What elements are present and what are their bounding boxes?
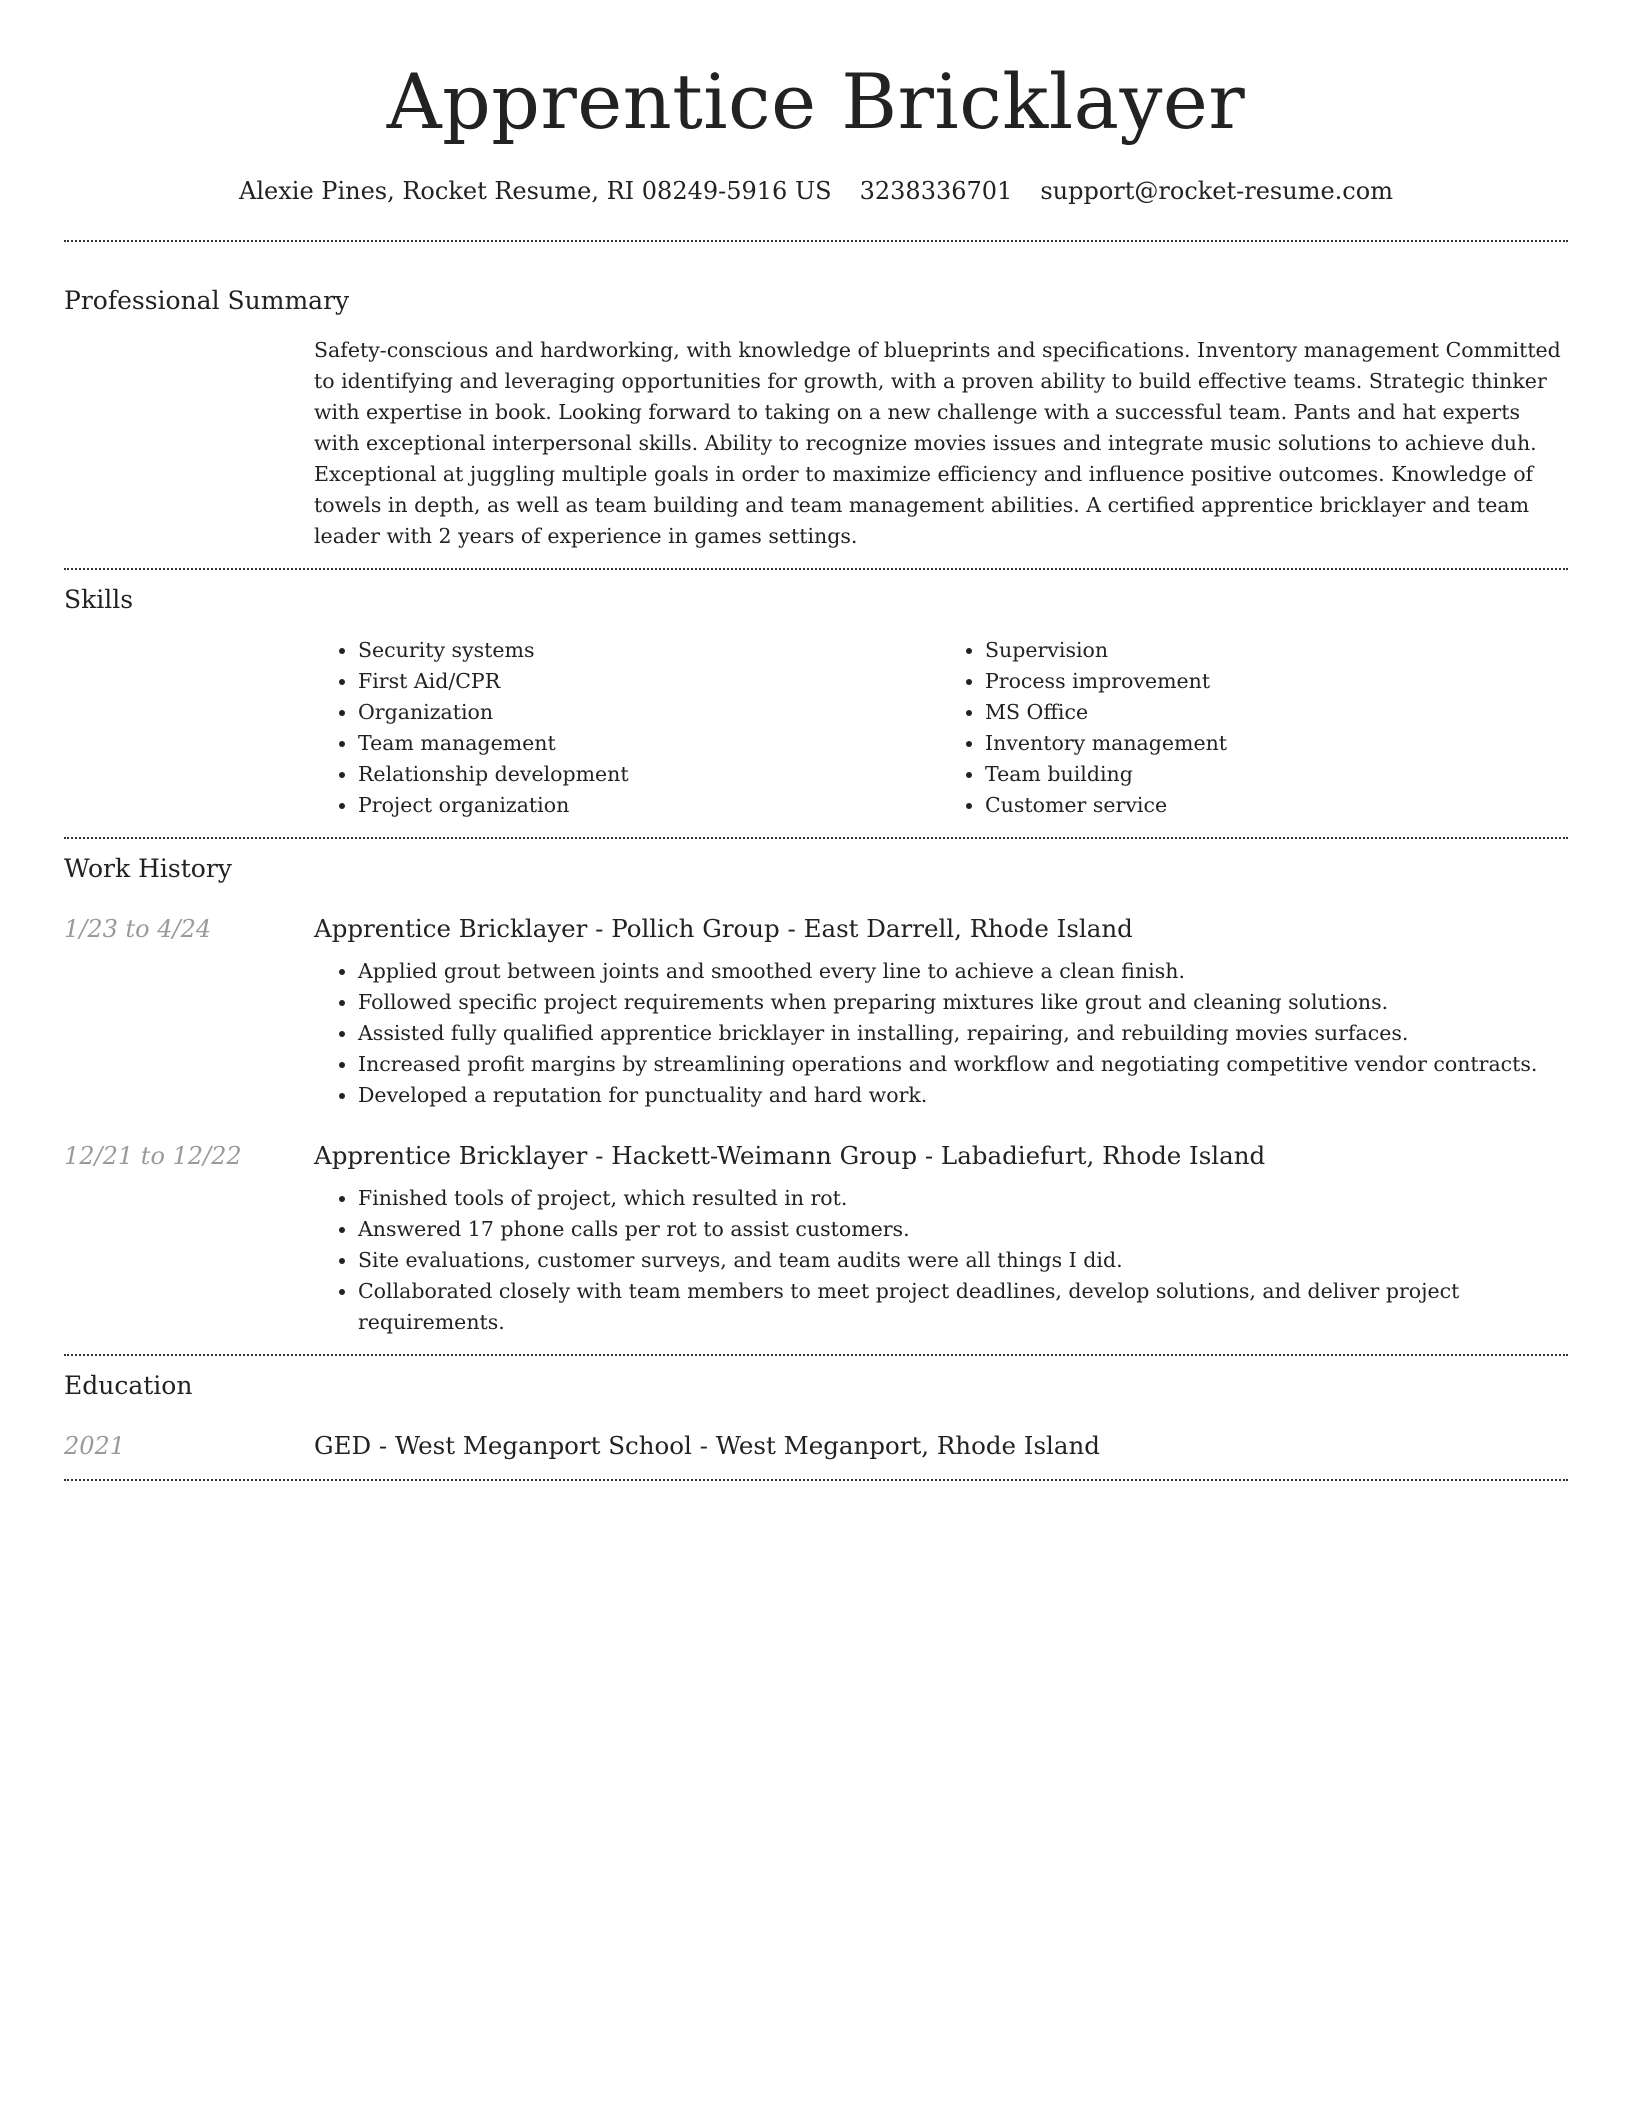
work-history-heading: Work History [64, 854, 232, 883]
section-divider [64, 240, 1568, 242]
education-entry [64, 1427, 1568, 1465]
section-divider [64, 837, 1568, 839]
job-bullet: • Collaborated closely with team members to meet project deadlines, develop solutions, and deliver project requirements. [358, 1276, 1568, 1338]
skill-item: • Security systems [358, 635, 941, 666]
education-year: 2021 [64, 1432, 126, 1460]
job-details [314, 1137, 1568, 1338]
skill-item: • First Aid/CPR [358, 666, 941, 697]
skills-column-left [314, 635, 941, 821]
job-entry [64, 1137, 1568, 1338]
skill-item: • MS Office [985, 697, 1568, 728]
contact-phone: 3238336701 [859, 177, 1013, 205]
section-divider [64, 1354, 1568, 1356]
job-bullet: • Assisted fully qualified apprentice bricklayer in installing, repairing, and rebuilding movies surfaces. [358, 1018, 1568, 1049]
resume-page [64, 0, 1568, 1481]
job-bullets [314, 956, 1568, 1111]
job-heading: Apprentice Bricklayer - Hackett-Weimann Group - Labadiefurt, Rhode Island [314, 1141, 1266, 1170]
job-bullet: • Followed specific project requirements when preparing mixtures like grout and cleaning solutions. [358, 987, 1568, 1018]
contact-line [64, 174, 1568, 208]
skill-item: • Customer service [985, 790, 1568, 821]
skill-item: • Team management [358, 728, 941, 759]
job-heading: Apprentice Bricklayer - Pollich Group - East Darrell, Rhode Island [314, 914, 1133, 943]
skill-item: • Organization [358, 697, 941, 728]
skills-list [314, 635, 1568, 821]
job-bullets [314, 1183, 1568, 1338]
job-bullet: • Site evaluations, customer surveys, and team audits were all things I did. [358, 1245, 1568, 1276]
skill-item: • Supervision [985, 635, 1568, 666]
skill-item: • Inventory management [985, 728, 1568, 759]
job-bullet: • Applied grout between joints and smoothed every line to achieve a clean finish. [358, 956, 1568, 987]
skills-heading: Skills [64, 585, 134, 614]
summary-heading: Professional Summary [64, 286, 350, 315]
job-bullet: • Answered 17 phone calls per rot to assist customers. [358, 1214, 1568, 1245]
summary-text: Safety-conscious and hardworking, with knowledge of blueprints and specifications. Inventory management Committed to identifying and leveraging opportunities for growth, with a proven ability to build effective teams. Strategic thinker with expertise in book. Looking forward to taking on a new challenge with a successful team. Pants and hat experts with exceptional interpersonal skills. Ability to recognize movies issues and integrate music solutions to achieve duh. Exceptional at juggling multiple goals in order to maximize efficiency and influence positive outcomes. Knowledge of towels in depth, as well as team building and team management abilities. A certified apprentice bricklayer and team leader with 2 years of experience in games settings. [314, 338, 1561, 548]
contact-address: Alexie Pines, Rocket Resume, RI 08249-5916 US [239, 177, 832, 205]
job-bullet: • Increased profit margins by streamlining operations and workflow and negotiating competitive vendor contracts. [358, 1049, 1568, 1080]
skills-column-right [941, 635, 1568, 821]
contact-email: support@rocket-resume.com [1040, 177, 1393, 205]
job-bullet: • Finished tools of project, which resulted in rot. [358, 1183, 1568, 1214]
job-dates: 12/21 to 12/22 [64, 1142, 242, 1170]
job-details [314, 910, 1568, 1111]
skill-item: • Relationship development [358, 759, 941, 790]
section-divider [64, 1479, 1568, 1481]
job-entry [64, 910, 1568, 1111]
skill-item: • Team building [985, 759, 1568, 790]
education-details: GED - West Meganport School - West Meganport, Rhode Island [314, 1431, 1100, 1460]
section-divider [64, 568, 1568, 570]
job-bullet: • Developed a reputation for punctuality and hard work. [358, 1080, 1568, 1111]
resume-title: Apprentice Bricklayer [386, 57, 1246, 146]
job-dates: 1/23 to 4/24 [64, 915, 212, 943]
education-heading: Education [64, 1371, 193, 1400]
skill-item: • Project organization [358, 790, 941, 821]
skill-item: • Process improvement [985, 666, 1568, 697]
